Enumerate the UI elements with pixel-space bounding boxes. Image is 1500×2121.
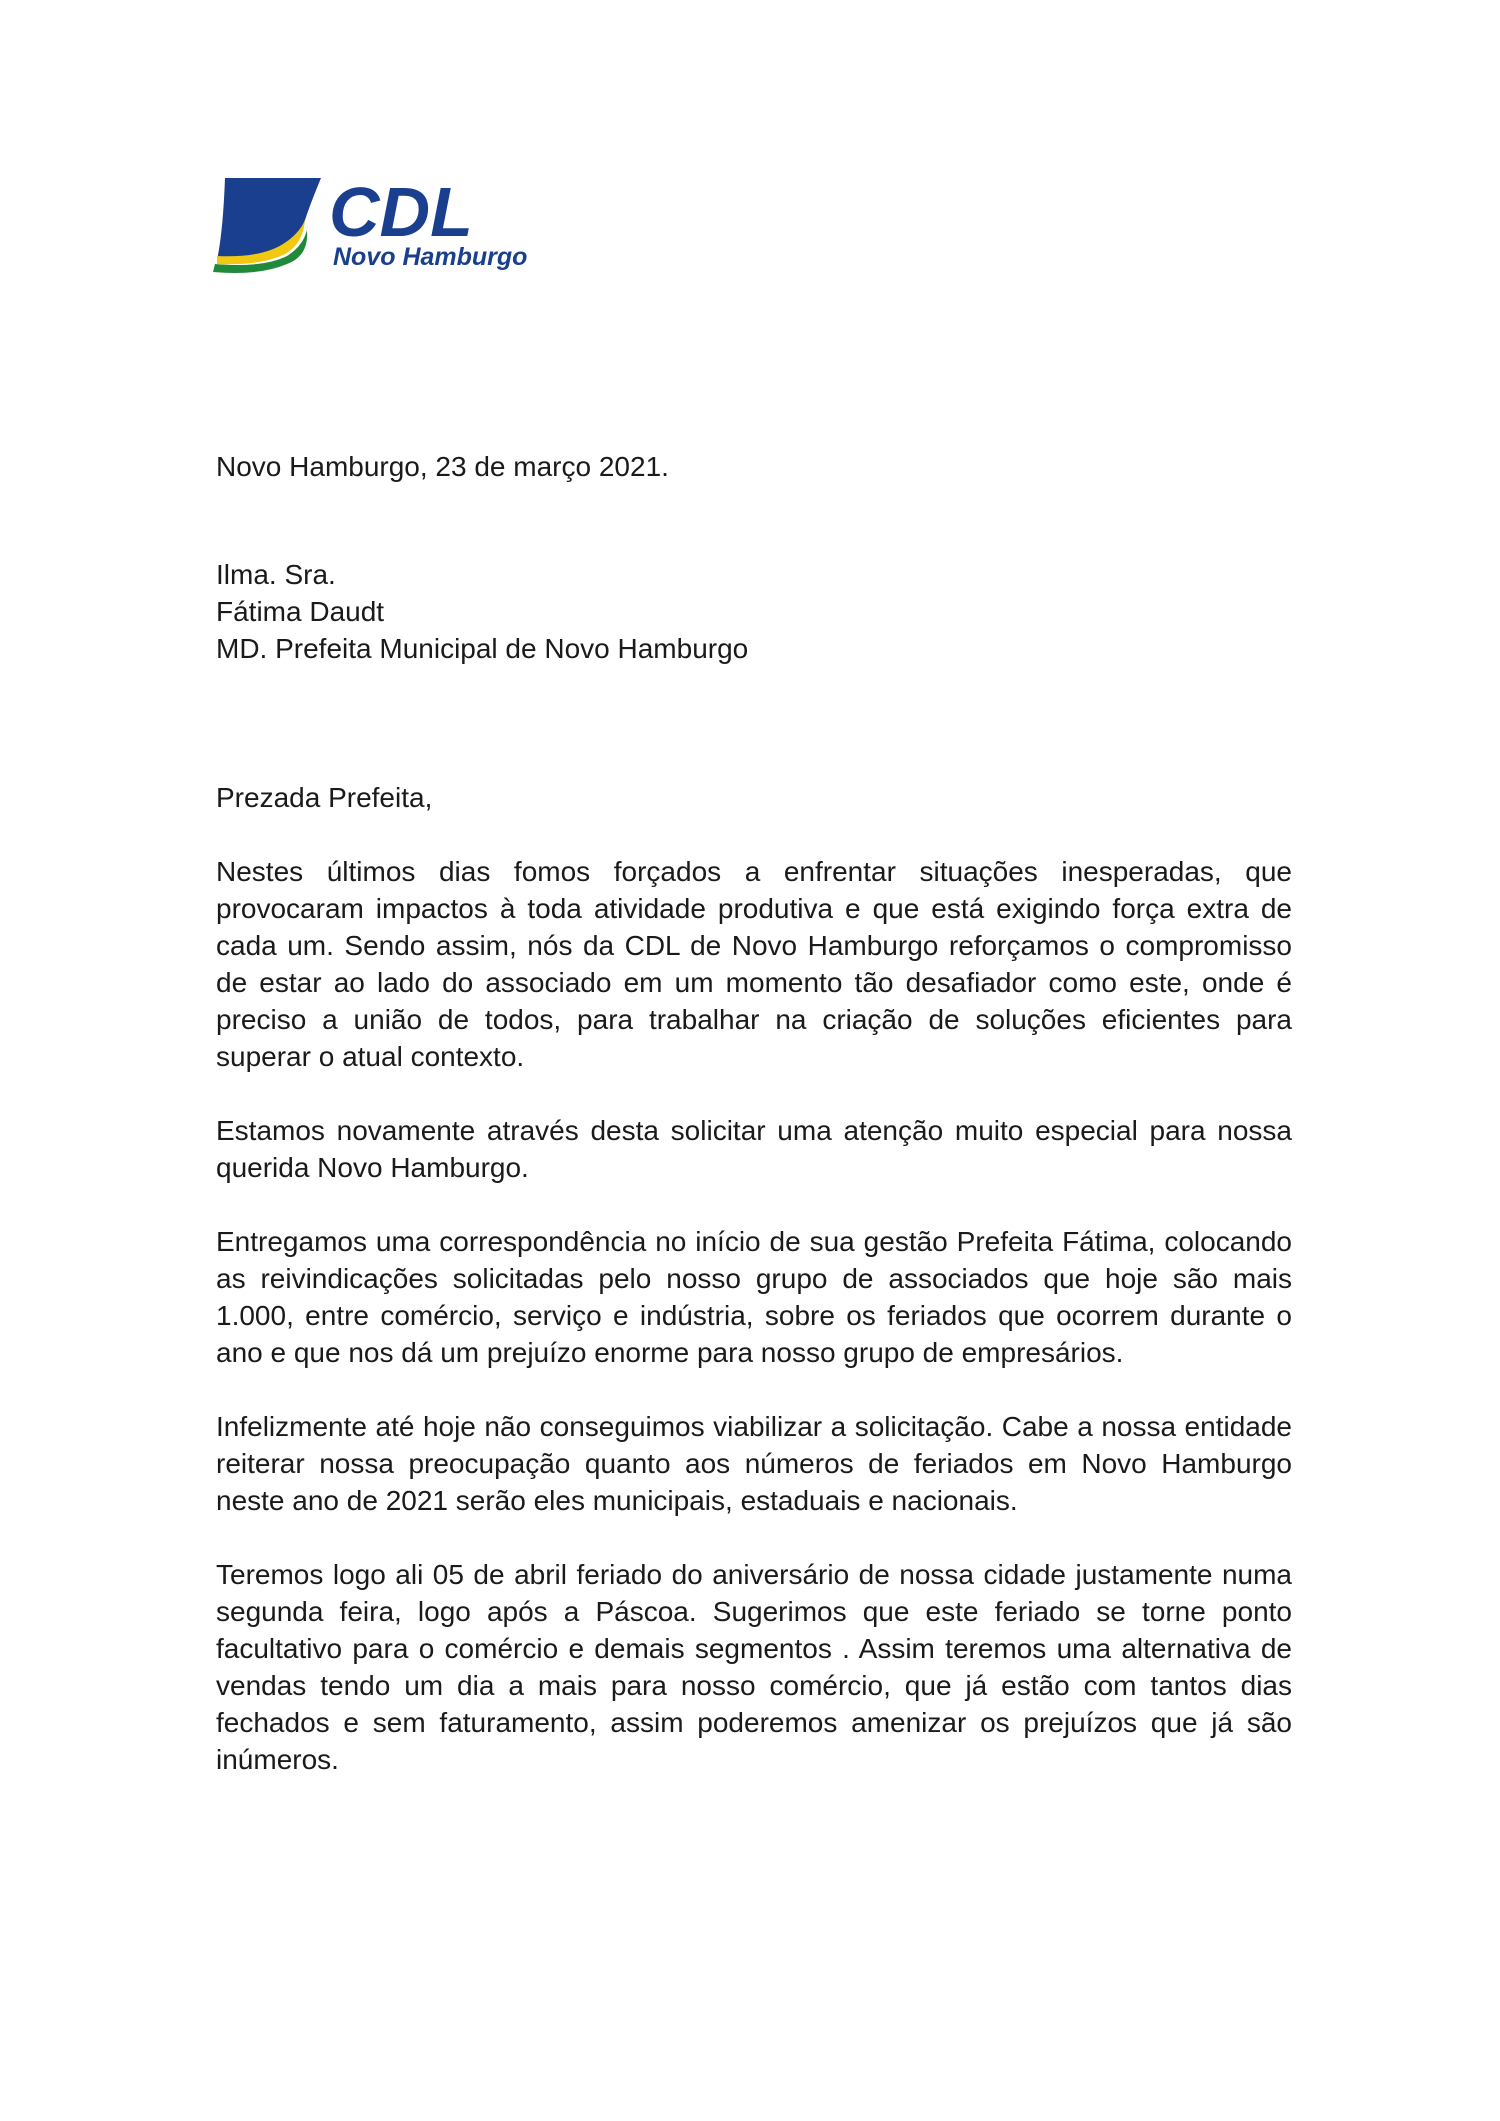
addressee-title: Ilma. Sra. <box>216 559 336 590</box>
paragraph-3: Entregamos uma correspondência no início de sua gestão Prefeita Fátima, colocando as reivindicações solicitadas pelo nosso grupo de associados que hoje são mais 1.000, entre comércio, serviço e indústria, sobre os feriados que ocorrem durante o ano e que nos dá um prejuízo enorme para nosso grupo de empresários. <box>216 1226 1292 1368</box>
logo-acronym: CDL <box>329 173 473 251</box>
addressee-block <box>216 556 1292 667</box>
paragraph-4: Infelizmente até hoje não conseguimos viabilizar a solicitação. Cabe a nossa entidade reiterar nossa preocupação quanto aos números de feriados em Novo Hamburgo neste ano de 2021 serão eles municipais, estaduais e nacionais. <box>216 1411 1292 1516</box>
date-line: Novo Hamburgo, 23 de março 2021. <box>216 451 669 482</box>
paragraph-5: Teremos logo ali 05 de abril feriado do aniversário de nossa cidade justamente numa segunda feira, logo após a Páscoa. Sugerimos que este feriado se torne ponto facultativo para o comércio e demais segmentos . Assim teremos uma alternativa de vendas tendo um dia a mais para nosso comércio, que já estão com tantos dias fechados e sem faturamento, assim poderemos amenizar os prejuízos que já são inúmeros. <box>216 1559 1292 1775</box>
paragraph-2: Estamos novamente através desta solicitar uma atenção muito especial para nossa querida Novo Hamburgo. <box>216 1115 1292 1183</box>
cdl-logo-graphic <box>213 172 553 282</box>
cdl-logo <box>213 172 553 282</box>
addressee-position: MD. Prefeita Municipal de Novo Hamburgo <box>216 633 749 664</box>
logo-city: Novo Hamburgo <box>333 243 528 271</box>
paragraph-1: Nestes últimos dias fomos forçados a enfrentar situações inesperadas, que provocaram impactos à toda atividade produtiva e que está exigindo força extra de cada um. Sendo assim, nós da CDL de Novo Hamburgo reforçamos o compromisso de estar ao lado do associado em um momento tão desafiador como este, onde é preciso a união de todos, para trabalhar na criação de soluções eficientes para superar o atual contexto. <box>216 856 1292 1072</box>
logo-flag-blue <box>217 178 321 260</box>
addressee-name: Fátima Daudt <box>216 596 385 627</box>
letter-body <box>216 448 1292 1815</box>
salutation: Prezada Prefeita, <box>216 782 433 813</box>
